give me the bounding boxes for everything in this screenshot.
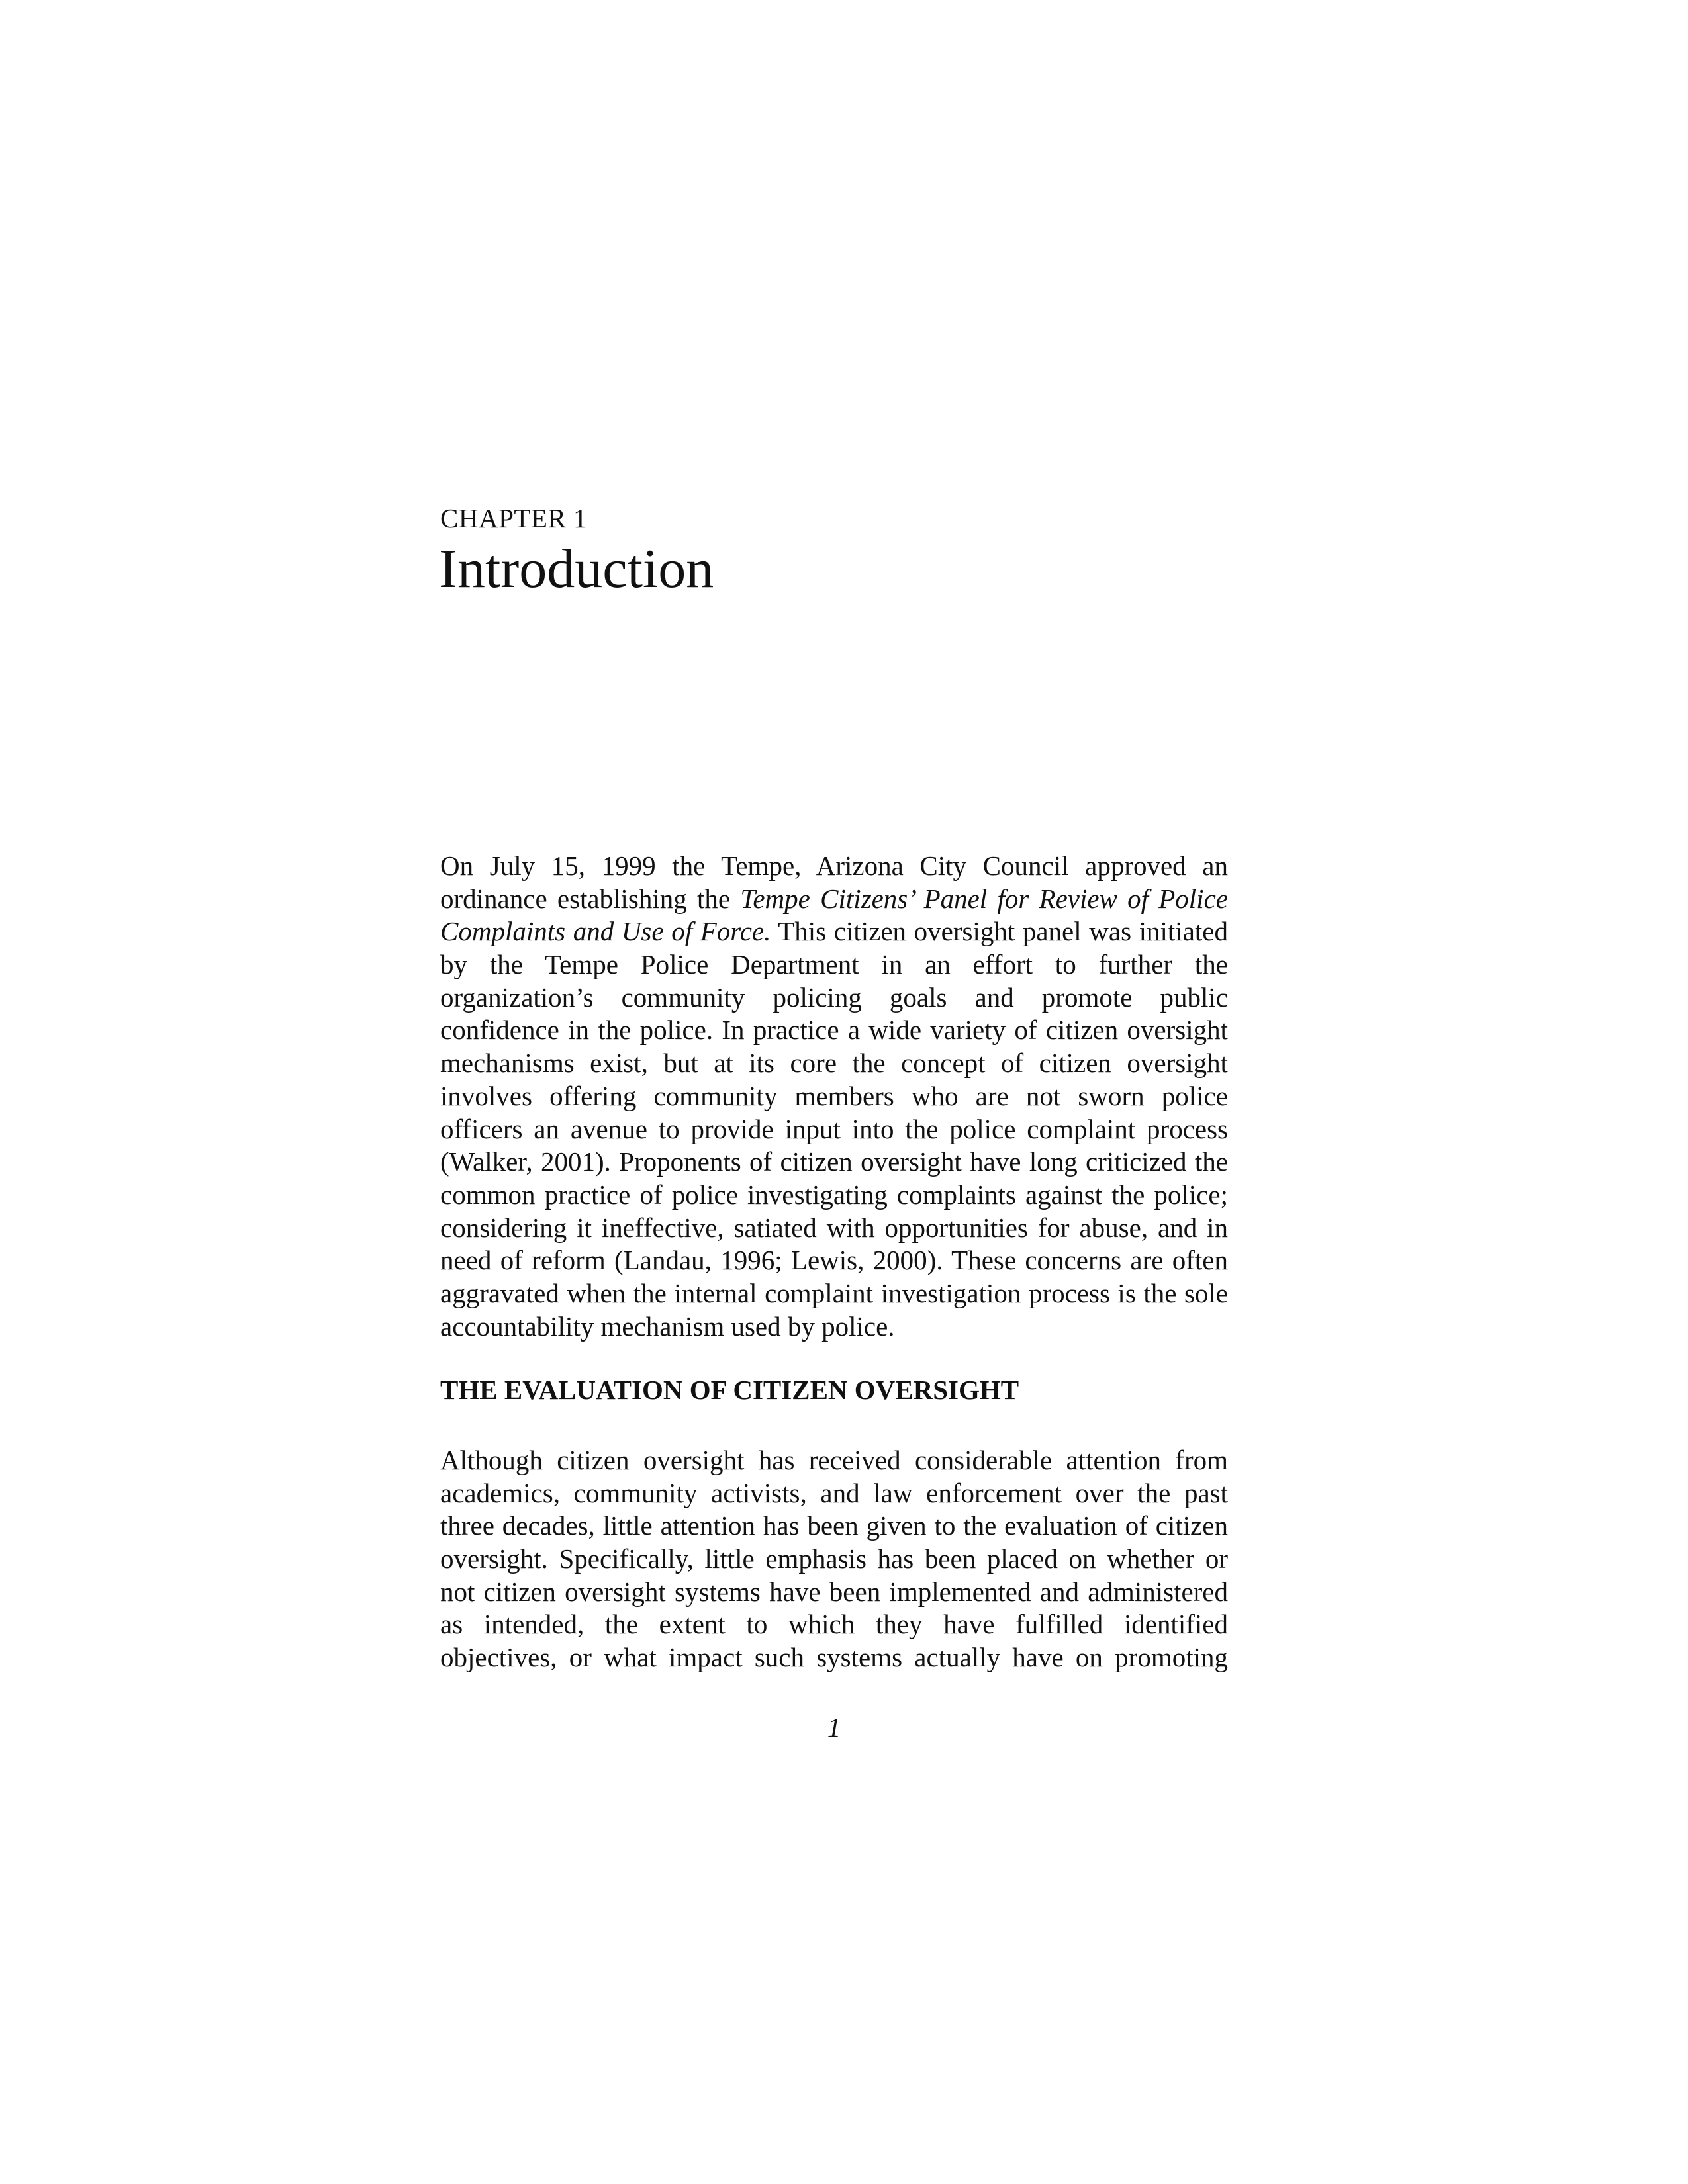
paragraph-line: academics, community activists, and law enforcement over the past <box>440 1477 1228 1508</box>
chapter-label: CHAPTER 1 <box>440 503 588 533</box>
paragraph-line: confidence in the police. In practice a wide variety of citizen oversight <box>440 1015 1228 1046</box>
introduction-paragraph <box>440 850 1228 1343</box>
paragraph-line: aggravated when the internal complaint investigation process is the sole <box>440 1277 1228 1308</box>
chapter-title: Introduction <box>439 538 714 600</box>
paragraph-line: not citizen oversight systems have been implemented and administered <box>440 1576 1228 1607</box>
paragraph-line: objectives, or what impact such systems actually have on promoting <box>440 1642 1228 1673</box>
paragraph-line: oversight. Specifically, little emphasis has been placed on whether or <box>440 1543 1228 1574</box>
panel-name-italic: Complaints and Use of Force. <box>440 916 771 947</box>
paragraph-line: mechanisms exist, but at its core the concept of citizen oversight <box>440 1048 1228 1079</box>
paragraph-text: ordinance establishing the <box>440 883 741 914</box>
paragraph-line: officers an avenue to provide input into the police complaint process <box>440 1113 1228 1144</box>
paragraph-line: Although citizen oversight has received considerable attention from <box>440 1445 1228 1475</box>
paragraph-line: by the Tempe Police Department in an effort to further the <box>440 949 1228 980</box>
evaluation-paragraph <box>440 1444 1228 1674</box>
paragraph-text: This citizen oversight panel was initiated <box>771 916 1228 947</box>
paragraph-line: as intended, the extent to which they have fulfilled identified <box>440 1609 1228 1640</box>
section-heading: THE EVALUATION OF CITIZEN OVERSIGHT <box>440 1375 1019 1405</box>
paragraph-line: organization’s community policing goals and promote public <box>440 981 1228 1013</box>
paragraph-line: considering it ineffective, satiated with opportunities for abuse, and in <box>440 1212 1228 1243</box>
paragraph-line: three decades, little attention has been given to the evaluation of citizen <box>440 1510 1228 1541</box>
paragraph-line <box>440 915 1228 948</box>
paragraph-line: On July 15, 1999 the Tempe, Arizona City Council approved an <box>440 850 1228 881</box>
paragraph-line: common practice of police investigating complaints against the police; <box>440 1179 1228 1210</box>
page-number: 1 <box>827 1712 841 1743</box>
panel-name-italic: Tempe Citizens’ Panel for Review of Police <box>740 883 1228 914</box>
paragraph-line: (Walker, 2001). Proponents of citizen oversight have long criticized the <box>440 1146 1228 1177</box>
paragraph-line: need of reform (Landau, 1996; Lewis, 2000). These concerns are often <box>440 1245 1228 1276</box>
paragraph-line <box>440 883 1228 916</box>
paragraph-line: involves offering community members who are not sworn police <box>440 1080 1228 1111</box>
paragraph-line: accountability mechanism used by police. <box>440 1310 895 1342</box>
